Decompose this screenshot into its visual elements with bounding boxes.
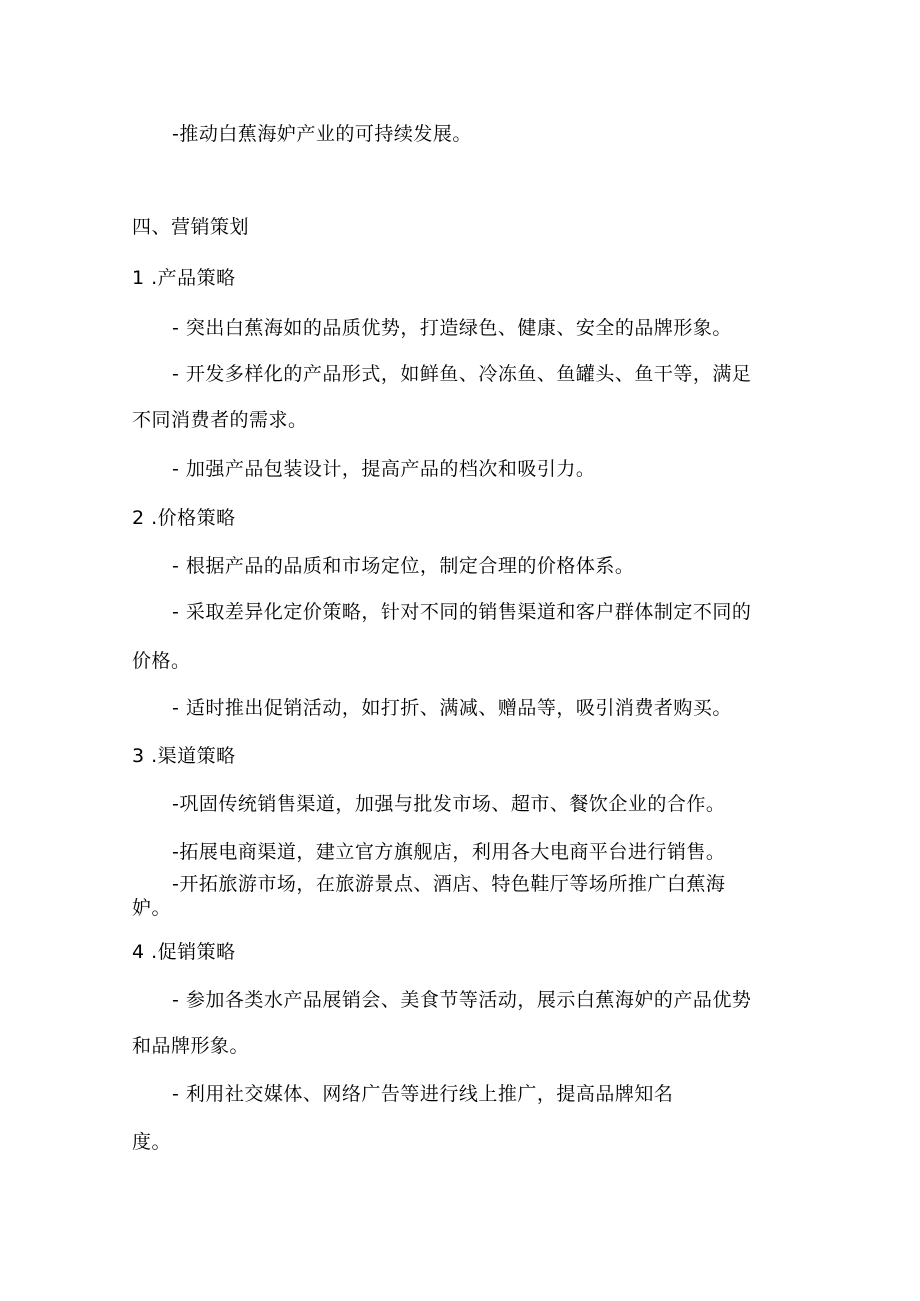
price-bullet-3: - 适时推出促销活动，如打折、满减、赠品等，吸引消费者购买。: [172, 697, 732, 719]
product-bullet-2-line-1: - 开发多样化的产品形式，如鲜鱼、冷冻鱼、鱼罐头、鱼干等，满足: [172, 363, 752, 385]
product-bullet-2-line-2: 不同消费者的需求。: [132, 409, 308, 431]
channel-bullet-2: -拓展电商渠道，建立官方旗舰店，利用各大电商平台进行销售。: [172, 841, 726, 863]
promotion-bullet-2-line-2: 度。: [132, 1131, 172, 1153]
price-strategy-heading: 2 .价格策略: [132, 507, 236, 529]
product-strategy-heading: 1 .产品策略: [132, 267, 236, 289]
intro-bullet: -推动白蕉海妒产业的可持续发展。: [172, 123, 472, 145]
section-heading: 四、营销策划: [132, 216, 250, 238]
channel-bullet-3-line-1: -开拓旅游市场，在旅游景点、酒店、特色鞋厅等场所推广白蕉海: [172, 873, 726, 895]
product-bullet-1: - 突出白蕉海如的品质优势，打造绿色、健康、安全的品牌形象。: [172, 317, 732, 339]
channel-strategy-heading: 3 .渠道策略: [132, 745, 236, 767]
product-bullet-3: - 加强产品包装设计，提高产品的档次和吸引力。: [172, 458, 596, 480]
promotion-strategy-heading: 4 .促销策略: [132, 941, 236, 963]
channel-bullet-3-line-2: 妒。: [132, 897, 172, 919]
promotion-bullet-2-line-1: - 利用社交媒体、网络广告等进行线上推广，提高品牌知名: [172, 1083, 674, 1105]
price-bullet-1: - 根据产品的品质和市场定位，制定合理的价格体系。: [172, 555, 635, 577]
price-bullet-2-line-1: - 采取差异化定价策略，针对不同的销售渠道和客户群体制定不同的: [172, 601, 752, 623]
channel-bullet-1: -巩固传统销售渠道，加强与批发市场、超市、餐饮企业的合作。: [172, 793, 726, 815]
price-bullet-2-line-2: 价格。: [132, 650, 191, 672]
promotion-bullet-1-line-2: 和品牌形象。: [132, 1035, 250, 1057]
promotion-bullet-1-line-1: - 参加各类水产品展销会、美食节等活动，展示白蕉海妒的产品优势: [172, 989, 752, 1011]
